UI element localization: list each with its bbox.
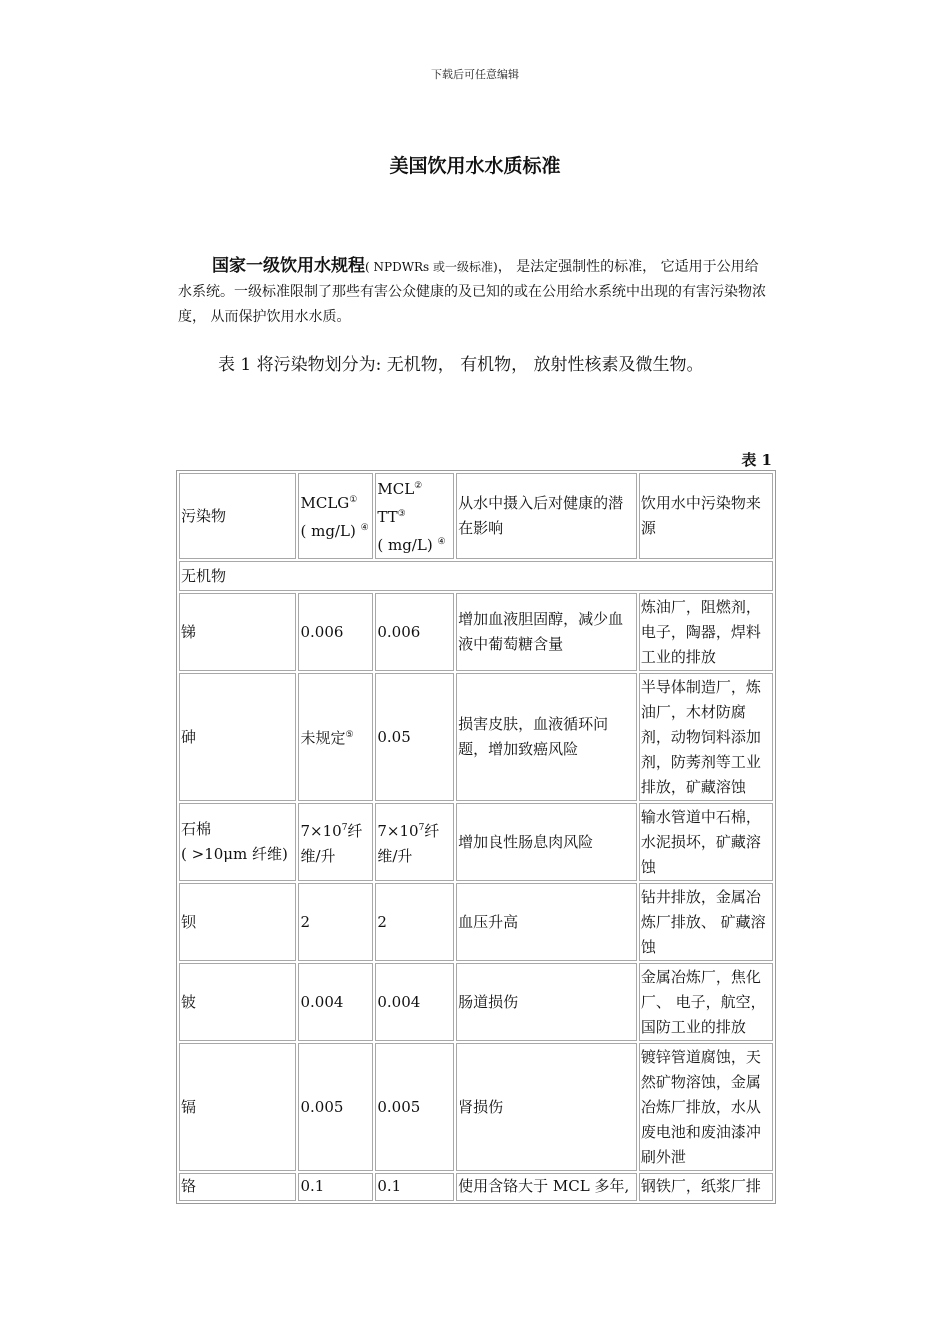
tt-label: TT xyxy=(377,508,398,526)
table-row xyxy=(179,963,773,1041)
pollutant-name xyxy=(179,803,296,881)
contaminant-source: 金属冶炼厂，焦化厂、 电子，航空，国防工业的排放 xyxy=(639,963,773,1041)
mcl-unit-text: 纤维/升 xyxy=(377,821,440,865)
health-effect: 肾损伤 xyxy=(456,1043,637,1171)
table-header-row xyxy=(179,473,773,559)
mclg-label: MCLG xyxy=(300,494,350,512)
intro-body: ， 是法定强制性的标准， 它适用于公用给水系统。一级标准限制了那些有害公众健康的及已知的或在公用给水系统中出现的有害污染物浓度， 从而保护饮用水水质。 xyxy=(178,259,766,325)
health-effect: 血压升高 xyxy=(456,883,637,961)
mclg-exponent: 7 xyxy=(341,822,348,833)
page-title: 美国饮用水水质标准 xyxy=(389,155,561,177)
intro-bold-term: 国家一级饮用水规程 xyxy=(212,256,365,276)
contaminant-table xyxy=(176,470,776,1204)
contaminant-source: 镀锌管道腐蚀，天然矿物溶蚀，金属冶炼厂排放，水从废电池和废油漆冲刷外泄 xyxy=(639,1043,773,1171)
mclg-value: 0.005 xyxy=(298,1043,373,1171)
watermark-text: 下载后可任意编辑 xyxy=(431,68,519,81)
health-effect: 增加良性肠息肉风险 xyxy=(456,803,637,881)
footnote-mark: ④ xyxy=(360,523,369,533)
footnote-mark: ⑤ xyxy=(345,730,354,740)
health-effect: 增加血液胆固醇，减少血液中葡萄糖含量 xyxy=(456,593,637,671)
header-mcl xyxy=(375,473,454,559)
header-sources: 饮用水中污染物来源 xyxy=(639,473,773,559)
contaminant-source: 半导体制造厂，炼油厂，木材防腐剂，动物饲料添加剂，防莠剂等工业排放，矿藏溶蚀 xyxy=(639,673,773,801)
table-caption: 表 1 xyxy=(741,451,772,469)
pollutant-name-main: 石棉 xyxy=(181,820,212,838)
classification-sentence: 表 1 将污染物划分为: 无机物， 有机物， 放射性核素及微生物。 xyxy=(218,355,704,375)
mcl-value: 0.1 xyxy=(375,1173,454,1201)
pollutant-name: 铬 xyxy=(179,1173,296,1201)
mclg-base: 7×10 xyxy=(300,821,342,840)
footnote-mark: ③ xyxy=(397,509,406,519)
mclg-value xyxy=(298,673,373,801)
mcl-value: 0.004 xyxy=(375,963,454,1041)
health-effect: 损害皮肤，血液循环问题，增加致癌风险 xyxy=(456,673,637,801)
header-health-effects: 从水中摄入后对健康的潜在影响 xyxy=(456,473,637,559)
mclg-unit: ( mg/L) xyxy=(300,522,356,540)
pollutant-name: 钡 xyxy=(179,883,296,961)
contaminant-source: 炼油厂，阻燃剂，电子，陶器，焊料工业的排放 xyxy=(639,593,773,671)
footnote-mark: ① xyxy=(349,495,358,505)
table-row xyxy=(179,803,773,881)
contaminant-source: 钢铁厂，纸浆厂排 xyxy=(639,1173,773,1201)
mcl-value: 2 xyxy=(375,883,454,961)
mclg-unit-text: 纤维/升 xyxy=(300,821,363,865)
pollutant-name: 锑 xyxy=(179,593,296,671)
mcl-value: 0.05 xyxy=(375,673,454,801)
table-row xyxy=(179,1173,773,1201)
table-row xyxy=(179,673,773,801)
mclg-value: 0.004 xyxy=(298,963,373,1041)
section-row xyxy=(179,561,773,591)
pollutant-name: 铍 xyxy=(179,963,296,1041)
header-pollutant: 污染物 xyxy=(179,473,296,559)
mcl-value: 0.005 xyxy=(375,1043,454,1171)
mclg-text: 未规定 xyxy=(300,729,346,747)
mcl-unit: ( mg/L) xyxy=(377,536,433,554)
mcl-base: 7×10 xyxy=(377,821,419,840)
mclg-value: 0.1 xyxy=(298,1173,373,1201)
mclg-value: 0.006 xyxy=(298,593,373,671)
footnote-mark: ② xyxy=(414,481,423,491)
table-row xyxy=(179,883,773,961)
health-effect: 肠道损伤 xyxy=(456,963,637,1041)
mclg-value xyxy=(298,803,373,881)
pollutant-name-note: ( >10μm 纤维) xyxy=(181,845,288,863)
intro-paragraph xyxy=(178,254,772,330)
header-mclg xyxy=(298,473,373,559)
mcl-exponent: 7 xyxy=(418,822,425,833)
section-label: 无机物 xyxy=(179,561,773,591)
table-row xyxy=(179,1043,773,1171)
contaminant-source: 钻井排放，金属冶炼厂排放、 矿藏溶蚀 xyxy=(639,883,773,961)
pollutant-name: 镉 xyxy=(179,1043,296,1171)
mcl-value: 0.006 xyxy=(375,593,454,671)
mcl-value xyxy=(375,803,454,881)
intro-abbreviation: ( NPDWRs 或一级标准) xyxy=(365,260,498,274)
table-row xyxy=(179,593,773,671)
contaminant-source: 输水管道中石棉，水泥损坏，矿藏溶蚀 xyxy=(639,803,773,881)
mcl-label: MCL xyxy=(377,480,415,498)
footnote-mark: ④ xyxy=(437,537,446,547)
pollutant-name: 砷 xyxy=(179,673,296,801)
mclg-value: 2 xyxy=(298,883,373,961)
health-effect: 使用含铬大于 MCL 多年, xyxy=(456,1173,637,1201)
